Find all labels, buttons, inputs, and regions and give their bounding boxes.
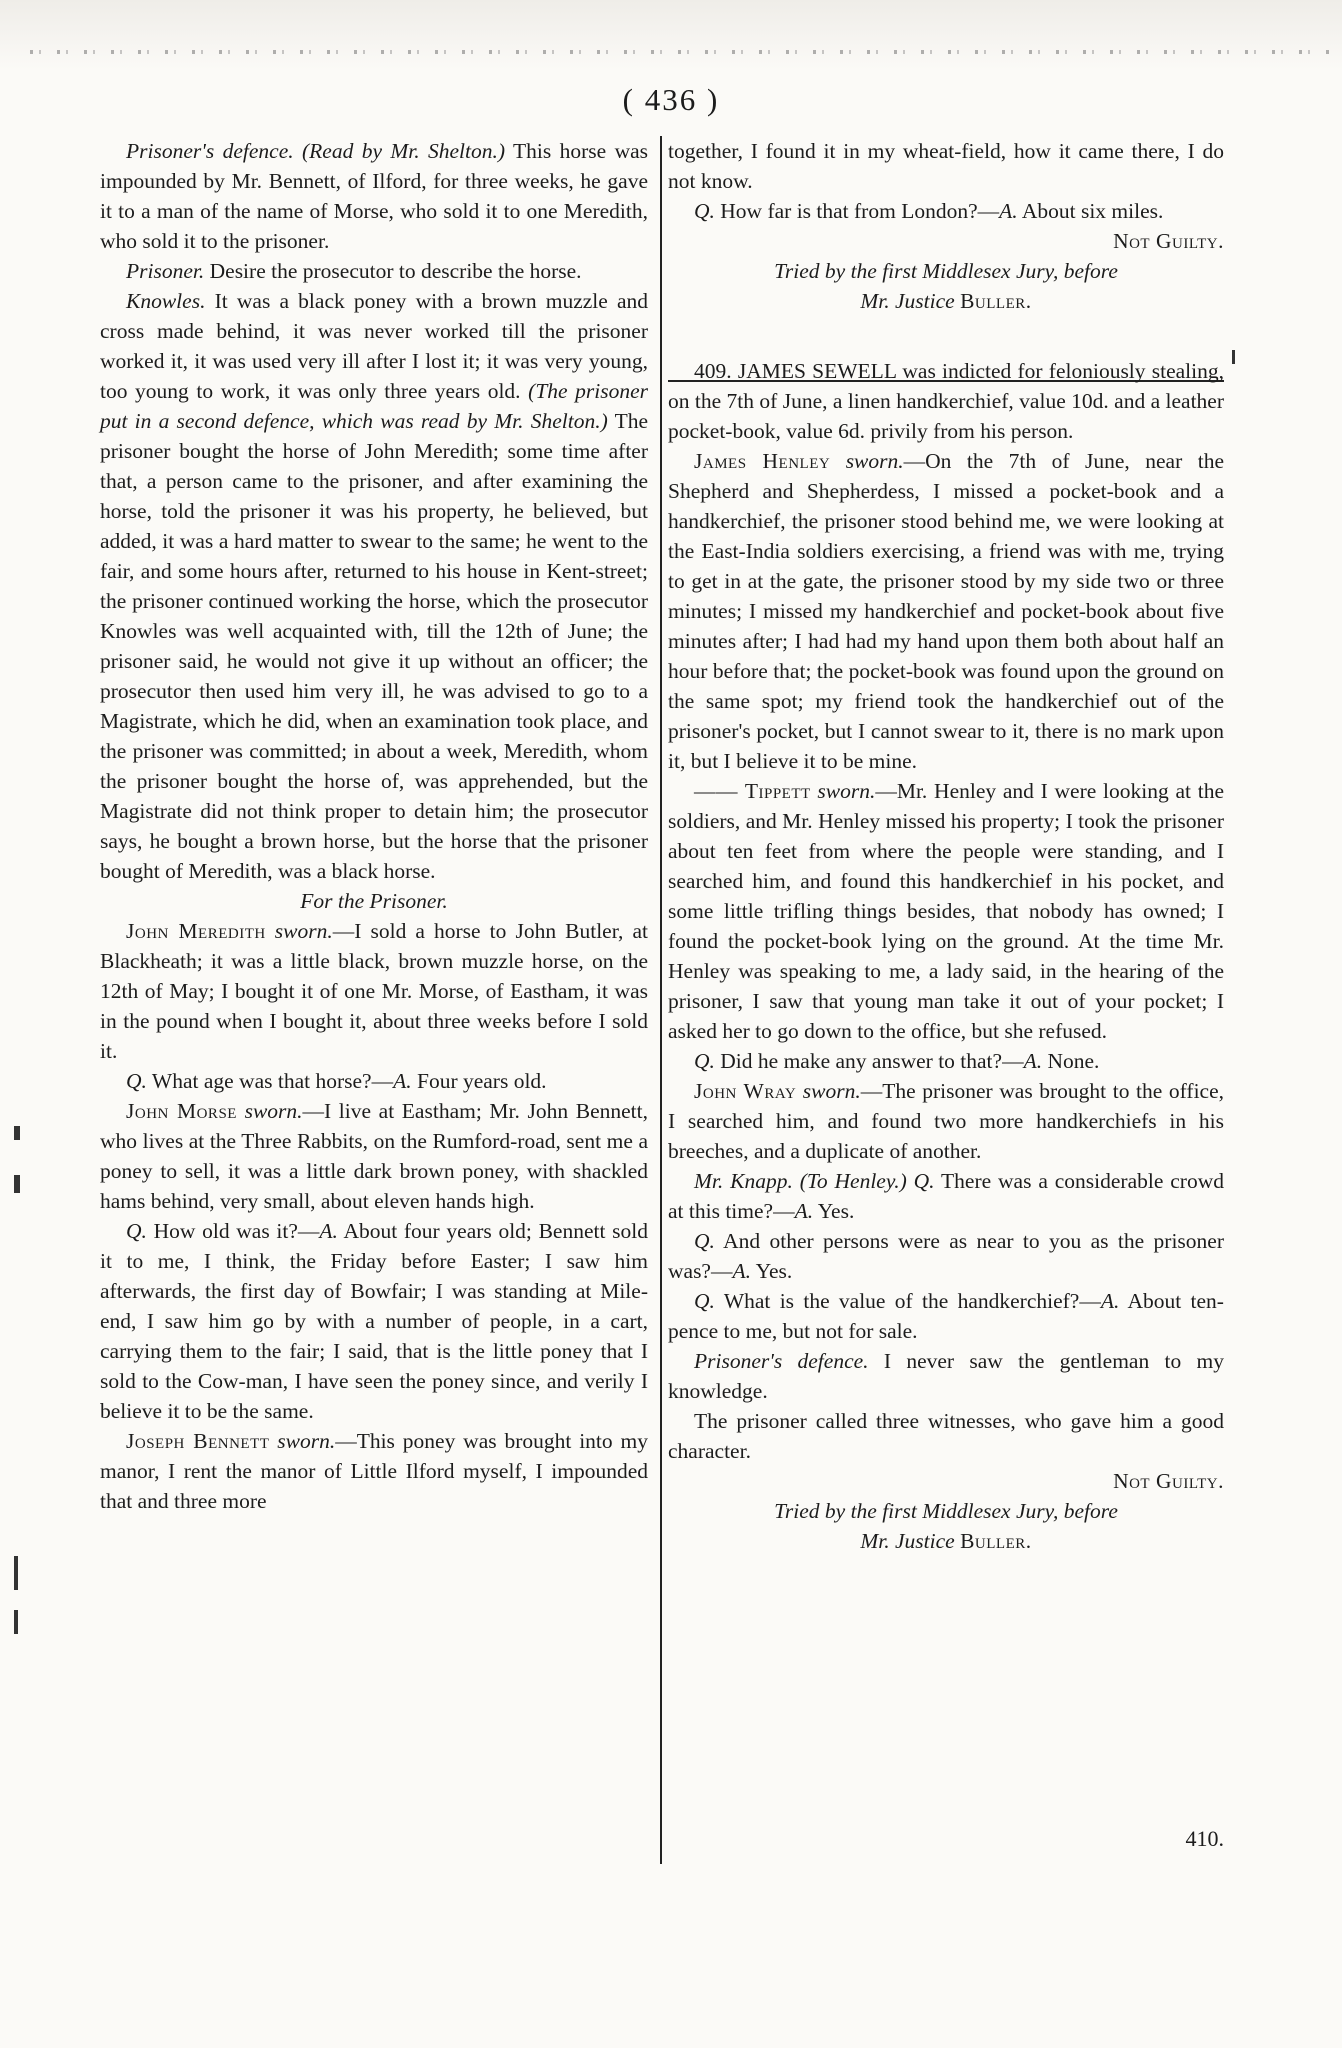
witness-name: John Wray: [694, 1079, 797, 1103]
witness-name: James Henley: [694, 449, 831, 473]
verdict: Not Guilty.: [1113, 229, 1224, 253]
paragraph-bennett: [100, 1426, 648, 1516]
label: Prisoner's defence.: [694, 1349, 869, 1373]
text: How old was it?—: [153, 1219, 320, 1243]
verdict: Not Guilty.: [1113, 1469, 1224, 1493]
a-mark: A.: [1100, 1289, 1120, 1313]
paragraph-question: [668, 1226, 1224, 1286]
a-mark: A.: [999, 199, 1018, 223]
text: What age was that horse?—: [151, 1069, 394, 1093]
q-mark: Q.: [126, 1219, 147, 1243]
paragraph-question: [100, 1066, 648, 1096]
sworn-label: sworn.: [802, 1079, 861, 1103]
text: Mr. Justice: [860, 1529, 955, 1553]
text: None.: [1047, 1049, 1100, 1073]
left-column: [100, 136, 648, 1516]
paragraph-question: [668, 1286, 1224, 1346]
text: There was a considerable crowd at this time?—: [668, 1169, 1224, 1223]
text: Four years old.: [416, 1069, 547, 1093]
text: Yes.: [817, 1199, 855, 1223]
scan-noise-strip: [30, 50, 1330, 54]
paragraph-question: [100, 1216, 648, 1426]
catchword: 410.: [1185, 1826, 1224, 1851]
tried-line: Tried by the first Middlesex Jury, before: [774, 259, 1118, 283]
paragraph-henley: [668, 446, 1224, 776]
label: Prisoner.: [126, 259, 205, 283]
text: How far is that from London?—: [720, 199, 1000, 223]
text: Mr. Justice: [860, 289, 955, 313]
margin-mark: [14, 1556, 18, 1590]
judge-line: [668, 286, 1224, 316]
scan-edge: [0, 0, 1342, 70]
paragraph-knowles: [100, 286, 648, 886]
paragraph-morse: [100, 1096, 648, 1216]
judge-name: Buller.: [960, 1529, 1032, 1553]
text: —I sold a horse to John Butler, at Blackheath; it was a little black, brown muzzle horse, on the 12th of May; I bought it of one Mr. Morse, of Eastham, it was in the pound when I bought it, about three weeks before I sold it.: [100, 919, 648, 1063]
text: —The prisoner was brought to the office, I searched him, and found two more handkerchiefs in his breeches, and a duplicate of another.: [668, 1079, 1225, 1163]
margin-mark: [14, 1175, 20, 1193]
column-divider: [660, 136, 662, 1864]
paragraph-tippett: [668, 776, 1224, 1046]
text: —Mr. Henley and I were looking at the soldiers, and Mr. Henley missed his property; I took the prisoner about ten feet from where the people were standing, and I searched him, and found this handkerchief in his pocket, and some little trifling things besides, that nobody has owned; I found the pocket-book lying on the ground. At the time Mr. Henley was speaking to me, a lady said, in the hearing of the prisoner, I saw that young man take it out of your pocket; I asked her to go down to the office, but she refused.: [668, 779, 1224, 1043]
text: —This poney was brought into my manor, I rent the manor of Little Ilford myself, I impounded that and three more: [100, 1429, 648, 1513]
paragraph-knapp-question: [668, 1166, 1224, 1226]
witness-name: John Meredith: [126, 919, 266, 943]
q-mark: Q.: [126, 1069, 147, 1093]
q-mark: Q.: [913, 1169, 935, 1193]
q-mark: Q.: [694, 199, 715, 223]
paragraph-prisoners-defence: [100, 136, 648, 256]
right-column: [668, 136, 1224, 1556]
page-number: ( 436 ): [622, 82, 720, 117]
margin-mark: [14, 1126, 20, 1140]
text: Did he make any answer to that?—: [720, 1049, 1024, 1073]
case-number: 409.: [694, 359, 732, 383]
text: This horse was impounded by Mr. Bennett, of Ilford, for three weeks, he gave it to a man of the name of Morse, who sold it to one Meredith, who sold it to the prisoner.: [100, 139, 649, 253]
sworn-label: sworn.: [817, 779, 876, 803]
margin-mark: [14, 1610, 18, 1634]
paragraph-question: [668, 196, 1224, 226]
text: was indicted for feloniously stealing, on the 7th of June, a linen handkerchief, value 10d. and a leather pocket-book, value 6d. privily from his person.: [668, 359, 1224, 443]
a-mark: A.: [319, 1219, 338, 1243]
paragraph-meredith: [100, 916, 648, 1066]
text: About four years old; Bennett sold it to me, I think, the Friday before Easter; I saw him afterwards, the first day of Bowfair; I was standing at Mile-end, I saw him go by with a number of people, in a cart, carrying them to the fair; I said, that is the little poney that I sold to the Cow-man, I have seen the poney since, and verily I believe it to be the same.: [100, 1219, 649, 1423]
judge-name: Buller.: [960, 289, 1032, 313]
text: What is the value of the handkerchief?—: [723, 1289, 1101, 1313]
paragraph-question: [668, 1046, 1224, 1076]
label: Knowles.: [126, 289, 206, 313]
text: —I live at Eastham; Mr. John Bennett, who lives at the Three Rabbits, on the Rumford-road, sent me a poney to sell, it was a little dark brown poney, with shackled hams behind, very small, about eleven hands high.: [100, 1099, 648, 1213]
text: About six miles.: [1021, 199, 1164, 223]
sworn-label: sworn.: [244, 1099, 303, 1123]
text: —On the 7th of June, near the Shepherd and Shepherdess, I missed a pocket-book and a handkerchief, the prisoner stood behind me, we were looking at the East-India soldiers exercising, a friend was with me, trying to get in at the gate, the prisoner stood by my side two or three minutes; I missed my handkerchief and pocket-book about five minutes after; I had had my hand upon them both about half an hour before that; the pocket-book was found upon the ground on the same spot; my friend took the handkerchief out of the prisoner's pocket, but I cannot swear to it, there is no mark upon it, but I believe it to be mine.: [668, 449, 1224, 773]
text: The prisoner bought the horse of John Meredith; some time after that, a person came to the prisoner, and after examining the horse, told the prisoner it was his property, he believed, but added, it was a hard matter to swear to the same; he went to the fair, and some hours after, returned to his house in Kent-street; the prisoner continued working the horse, which the prosecutor Knowles was well acquainted with, till the 12th of June; the prisoner said, he would not give it up without an officer; the prosecutor then used him very ill, he was advised to go to a Magistrate, which he did, when an examination took place, and the prisoner was committed; in about a week, Meredith, whom the prisoner bought the horse of, was apprehended, but the Magistrate did not think proper to detain him; the prosecutor says, he bought a brown horse, but the horse that the prisoner bought of Meredith, was a black horse.: [100, 409, 648, 883]
paragraph-prisoner-request: [100, 256, 648, 286]
q-mark: Q.: [694, 1229, 715, 1253]
text: It was a black poney with a brown muzzle and cross made behind, it was never worked till the prisoner worked it, it was used very ill after I lost it; it was very young, too young to work, it was only three years old.: [100, 289, 648, 403]
label: Mr. Knapp. (To Henley.): [694, 1169, 907, 1193]
margin-mark: [1232, 350, 1235, 364]
witness-name: Joseph Bennett: [126, 1429, 270, 1453]
paragraph-continuation: together, I found it in my wheat-field, how it came there, I do not know.: [668, 139, 1224, 193]
sworn-label: sworn.: [274, 919, 333, 943]
a-mark: A.: [1023, 1049, 1043, 1073]
spacer: [668, 316, 1224, 356]
text: And other persons were as near to you as the prisoner was?—: [668, 1229, 1224, 1283]
a-mark: A.: [794, 1199, 814, 1223]
witness-name: John Morse: [126, 1099, 237, 1123]
q-mark: Q.: [694, 1049, 715, 1073]
paragraph-prisoners-defence: [668, 1346, 1224, 1406]
paragraph-witnesses: The prisoner called three witnesses, who gave him a good character.: [668, 1409, 1224, 1463]
text: Desire the prosecutor to describe the horse.: [209, 259, 582, 283]
label: Prisoner's defence.: [126, 139, 294, 163]
note: (The prisoner put in a second defence, which was read by Mr. Shelton.): [100, 379, 649, 433]
judge-line: [668, 1526, 1224, 1556]
witness-name: —— Tippett: [694, 779, 811, 803]
sworn-label: sworn.: [277, 1429, 336, 1453]
note: (Read by Mr. Shelton.): [301, 139, 506, 163]
paragraph-indictment: [668, 356, 1224, 446]
text: Yes.: [755, 1259, 793, 1283]
a-mark: A.: [732, 1259, 751, 1283]
paragraph-wray: [668, 1076, 1224, 1166]
defendant-name: JAMES SEWELL: [737, 359, 897, 383]
a-mark: A.: [393, 1069, 412, 1093]
tried-line: Tried by the first Middlesex Jury, before: [774, 1499, 1118, 1523]
sworn-label: sworn.: [845, 449, 904, 473]
heading-for-the-prisoner: For the Prisoner.: [300, 889, 448, 913]
text: I never saw the gentleman to my knowledge.: [668, 1349, 1225, 1403]
text: About ten-pence to me, but not for sale.: [668, 1289, 1224, 1343]
q-mark: Q.: [694, 1289, 715, 1313]
